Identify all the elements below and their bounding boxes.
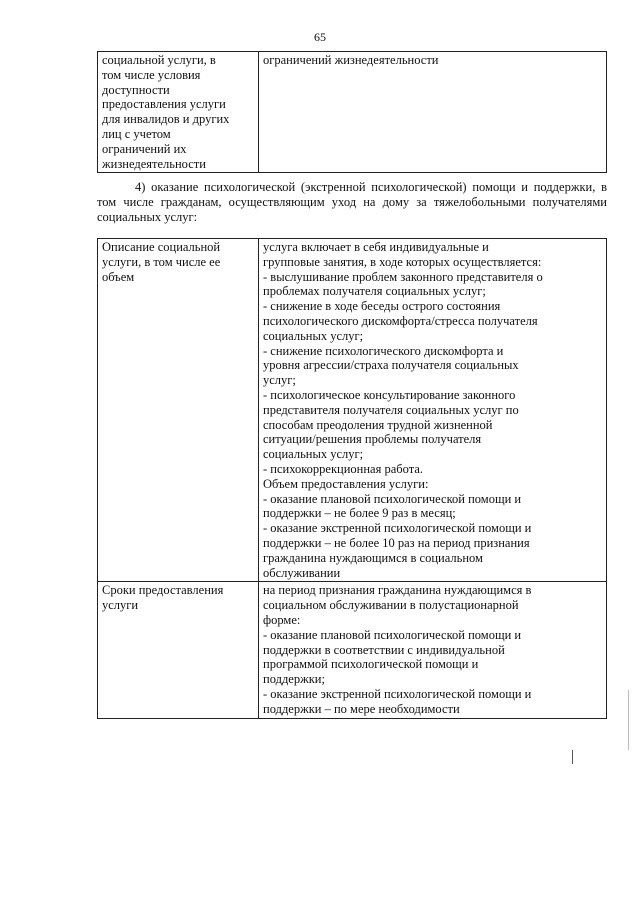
- value-line: - психологическое консультирование законного: [263, 387, 516, 402]
- value-line: услуг;: [263, 373, 296, 388]
- table-row: [98, 52, 607, 173]
- value-line: ситуации/решения проблемы получателя: [263, 432, 482, 447]
- value-line: услуга включает в себя индивидуальные и: [263, 240, 489, 254]
- value-line: групповые занятия, в ходе которых осуществляется:: [263, 254, 542, 269]
- section-paragraph: 4) оказание психологической (экстренной психологической) помощи и поддержки, в том числе гражданам, осуществляющим уход на дому за тяжелобольными получателями социальных услуг:: [97, 180, 607, 224]
- value-line: обслуживании: [263, 565, 341, 580]
- value-line: - оказание плановой психологической помощи и: [263, 627, 522, 642]
- value-line: представителя получателя социальных услуг по: [263, 402, 519, 417]
- table-row: [98, 582, 607, 718]
- service-description-table: [97, 238, 607, 719]
- value-line: социальных услуг;: [263, 447, 364, 462]
- value-line: на период признания гражданина нуждающимся в: [263, 583, 532, 598]
- service-table-continuation: [97, 51, 607, 173]
- label-line: жизнедеятельности: [102, 156, 206, 171]
- scan-artifact: [572, 750, 573, 764]
- value-line: ограничений жизнедеятельности: [263, 53, 439, 67]
- page-number: 65: [314, 30, 326, 44]
- value-line: - выслушивание проблем законного представителя о: [263, 269, 543, 284]
- label-line: Сроки предоставления: [102, 583, 224, 598]
- value-line: поддержки – не более 10 раз на период признания: [263, 535, 530, 550]
- value-line: Объем предоставления услуги:: [263, 476, 429, 491]
- row-label-cell: [98, 582, 259, 718]
- value-line: - снижение психологического дискомфорта и: [263, 343, 504, 358]
- row-label-cell: [98, 239, 259, 582]
- label-line: услуги: [102, 598, 139, 613]
- value-line: поддержки – по мере необходимости: [263, 701, 460, 716]
- label-line: социальной услуги, в: [102, 53, 216, 67]
- label-line: объем: [102, 269, 135, 284]
- label-line: том числе условия: [102, 67, 201, 82]
- value-line: - снижение в ходе беседы острого состояния: [263, 299, 501, 314]
- value-line: поддержки в соответствии с индивидуальной: [263, 642, 505, 657]
- value-line: поддержки;: [263, 672, 325, 687]
- label-line: для инвалидов и других: [102, 112, 230, 127]
- row-value-cell: [259, 52, 607, 173]
- label-line: ограничений их: [102, 141, 187, 156]
- value-line: - оказание плановой психологической помощи и: [263, 491, 522, 506]
- row-label-cell: [98, 52, 259, 173]
- label-line: предоставления услуги: [102, 97, 226, 112]
- value-line: программой психологической помощи и: [263, 657, 479, 672]
- scan-artifact: [628, 690, 629, 750]
- value-line: - оказание экстренной психологической помощи и: [263, 521, 532, 536]
- value-line: уровня агрессии/страха получателя социальных: [263, 358, 519, 373]
- label-line: Описание социальной: [102, 240, 221, 254]
- value-line: психологического дискомфорта/стресса получателя: [263, 313, 538, 328]
- label-line: услуги, в том числе ее: [102, 254, 221, 269]
- value-line: социальных услуг;: [263, 328, 364, 343]
- row-value-cell: [259, 582, 607, 718]
- value-line: - психокоррекционная работа.: [263, 461, 424, 476]
- value-line: способам преодоления трудной жизненной: [263, 417, 493, 432]
- value-line: проблемах получателя социальных услуг;: [263, 284, 486, 299]
- label-line: доступности: [102, 82, 170, 97]
- value-line: форме:: [263, 612, 301, 627]
- label-line: лиц с учетом: [102, 126, 171, 141]
- row-value-cell: [259, 239, 607, 582]
- value-line: поддержки – не более 9 раз в месяц;: [263, 506, 456, 521]
- table-row: [98, 239, 607, 582]
- value-line: социальном обслуживании в полустационарной: [263, 598, 519, 613]
- value-line: - оказание экстренной психологической помощи и: [263, 686, 532, 701]
- value-line: гражданина нуждающимся в социальном: [263, 550, 483, 565]
